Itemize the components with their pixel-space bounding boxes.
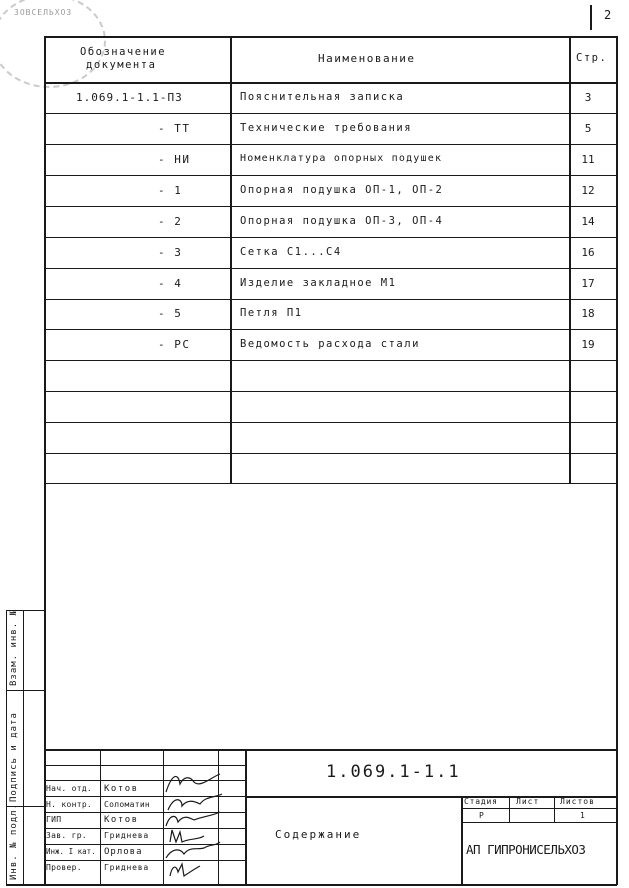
staff-role: Нач. отд. [46,784,93,793]
column-divider-1 [230,36,232,483]
row-line [44,237,617,238]
stamp-text: ЗОВСЕЛЬХОЗ [14,8,73,17]
sheet-header: Лист [516,797,540,806]
signature-icon [166,774,220,792]
row-designation: - РС [158,338,191,351]
row-sheet: 18 [581,307,595,320]
header-designation-line1: Обозначение [80,46,167,58]
frame-left [44,36,46,885]
row-name: Опорная подушка ОП-3, ОП-4 [240,215,444,227]
page-number: 2 [604,8,613,22]
staff-role: Зав. гр. [46,831,87,840]
header-sheet: Стр. [576,52,608,64]
row-name: Изделие закладное М1 [240,277,397,289]
stage-row-line [461,822,617,823]
signature-icon [170,864,200,876]
frame-top [44,36,617,38]
organization-name: АП ГИПРОНИСЕЛЬХОЗ [466,842,586,857]
row-line [44,113,617,114]
signatures-svg [160,768,230,884]
title-block-top [44,749,617,751]
staff-name: Котов [104,815,139,825]
side-box-sep-1 [6,690,45,691]
row-designation: 1.069.1-1.1-ПЗ [76,91,183,104]
title-block-col-stage [461,796,463,885]
side-box-mid [23,610,24,885]
staff-role: Провер. [46,863,82,872]
row-designation: - 4 [158,277,183,290]
staff-row-line [44,765,245,766]
row-name: Петля П1 [240,307,303,319]
row-sheet: 3 [584,91,592,104]
stage-header: Стадия [464,797,498,806]
row-line [44,206,617,207]
row-line [44,175,617,176]
frame-right [616,36,618,885]
row-line [44,360,617,361]
side-label-signature-date: Подпись и дата [9,712,19,802]
row-sheet: 16 [581,246,595,259]
document-title: Содержание [275,828,362,841]
row-line [44,422,617,423]
row-name: Опорная подушка ОП-1, ОП-2 [240,184,444,196]
row-designation: - 2 [158,215,183,228]
staff-name: Гриднева [104,831,149,840]
staff-role: Инж. I кат. [46,847,96,856]
staff-role: Н. контр. [46,800,93,809]
title-block-col-role [100,749,101,885]
row-designation: - ТТ [158,122,191,135]
sheets-header: Листов [560,797,595,806]
row-line [44,483,617,484]
frame-bottom [6,884,617,886]
row-line [44,453,617,454]
row-line [44,329,617,330]
side-label-original-inv: Инв. № подл. [9,802,19,880]
header-bottom-line [44,82,617,84]
header-name: Наименование [318,52,416,65]
row-line [44,299,617,300]
row-name: Пояснительная записка [240,91,405,103]
signature-icon [170,830,204,842]
stage-value: Р [479,811,486,820]
row-line [44,391,617,392]
signature-icon [166,842,220,858]
row-designation: - НИ [158,153,191,166]
staff-role: ГИП [46,815,62,824]
row-name: Технические требования [240,122,413,134]
signature-icon [166,812,220,826]
stage-row-line [461,808,617,809]
side-label-replace-inv: Взам. инв. № [9,608,19,686]
row-designation: - 3 [158,246,183,259]
row-designation: - 1 [158,184,183,197]
document-code: 1.069.1-1.1 [326,762,461,782]
stage-col-line [554,796,555,822]
row-sheet: 5 [584,122,592,135]
row-sheet: 11 [581,153,595,166]
signature-icon [168,794,222,810]
row-designation: - 5 [158,307,183,320]
column-divider-2 [569,36,571,483]
page-number-divider [590,5,592,30]
staff-name: Гриднева [104,863,149,872]
sheets-value: 1 [580,811,587,820]
row-sheet: 12 [581,184,595,197]
row-sheet: 19 [581,338,595,351]
row-name: Сетка С1...С4 [240,246,342,258]
row-name: Ведомость расхода стали [240,338,420,350]
title-block-col-main [245,749,247,885]
staff-name: Котов [104,784,139,794]
staff-name: Орлова [104,847,143,857]
staff-name: Соломатин [104,800,151,809]
row-sheet: 17 [581,277,595,290]
header-designation-line2: документа [86,59,157,71]
stage-col-line [509,796,510,822]
row-name: Номенклатура опорных подушек [240,153,443,164]
row-sheet: 14 [581,215,595,228]
row-line [44,144,617,145]
side-box-left [6,610,7,885]
row-line [44,268,617,269]
